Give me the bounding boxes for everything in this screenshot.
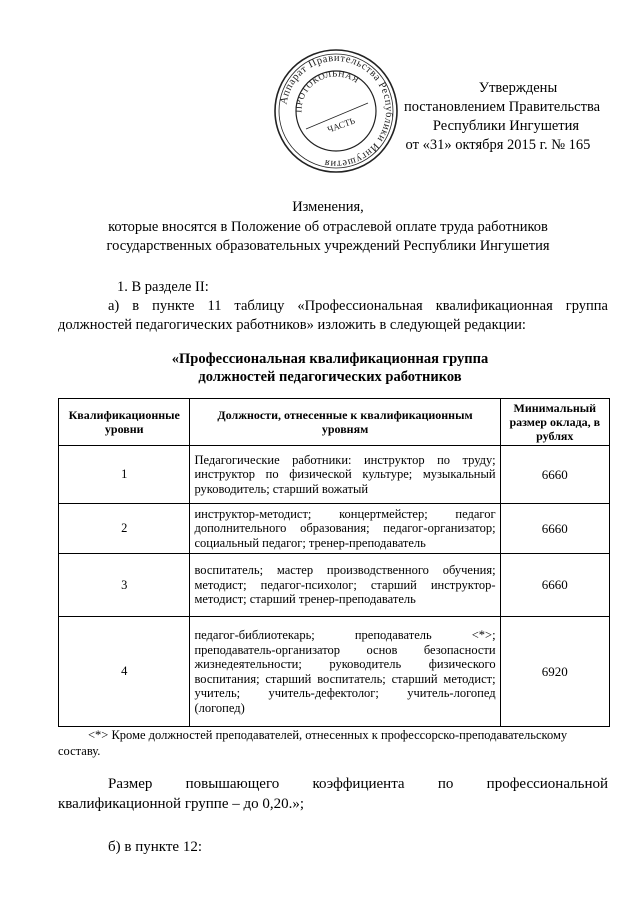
table-header-row [59, 399, 610, 446]
qualification-table [58, 398, 610, 727]
approval-block [378, 79, 618, 155]
item-a-line-2: должностей педагогических работников» изложить в следующей редакции: [58, 317, 526, 333]
table-row [59, 554, 610, 617]
stamp-inner-bottom: ЧАСТЬ [325, 115, 357, 135]
approval-line-3: Республики Ингушетия [432, 118, 580, 134]
coefficient-line-2: квалификационной группе – до 0,20.»; [58, 796, 305, 812]
table-title-line-1: «Профессиональная квалификационная группа [171, 351, 489, 367]
document-title [60, 198, 596, 257]
approval-line-2: постановлением Правительства [403, 99, 601, 115]
row-salary: 6660 [500, 504, 609, 554]
row-level: 4 [59, 617, 190, 727]
table-title [120, 350, 540, 386]
header-positions: Должности, отнесенные к квалификационным уровням [190, 399, 500, 446]
row-salary: 6660 [500, 446, 609, 504]
table-row [59, 504, 610, 554]
table-title-line-2: должностей педагогических работников [198, 369, 462, 385]
approval-line-4: от «31» октября 2015 г. № 165 [405, 137, 591, 153]
header-salary: Минимальный размер оклада, в рублях [500, 399, 609, 446]
row-salary: 6920 [500, 617, 609, 727]
row-level: 2 [59, 504, 190, 554]
row-positions: Педагогические работники: инструктор по труду; инструктор по физической культуре; музыкальный руководитель; старший вожатый [190, 446, 500, 504]
table-footnote [58, 727, 610, 759]
row-salary: 6660 [500, 554, 609, 617]
item-a-line-1: а) в пункте 11 таблицу «Профессиональная квалификационная группа [108, 298, 608, 314]
footnote-line-1: <*> Кроме должностей преподавателей, отнесенных к профессорско-преподавательскому [88, 728, 568, 742]
row-level: 1 [59, 446, 190, 504]
row-positions: воспитатель; мастер производственного обучения; методист; педагог-психолог; старший инструктор-методист; старший тренер-преподаватель [190, 554, 500, 617]
title-line-1: Изменения, [292, 199, 364, 215]
header-levels: Квалификационные уровни [59, 399, 190, 446]
item-b: б) в пункте 12: [108, 839, 202, 855]
row-positions: педагог-библиотекарь; преподаватель <*>; преподаватель-организатор основ безопасности жизнедеятельности; руководитель физического воспитания; старший воспитатель; старший методист; учитель; учитель-дефектолог; учитель-логопед (логопед) [190, 617, 500, 727]
table-row [59, 617, 610, 727]
approval-line-1: Утверждены [478, 80, 558, 96]
coefficient-line-1: Размер повышающего коэффициента по профессиональной [108, 776, 608, 792]
row-positions: инструктор-методист; концертмейстер; педагог дополнительного образования; педагог-организатор; социальный педагог; тренер-преподаватель [190, 504, 500, 554]
footnote-line-2: составу. [58, 744, 101, 758]
title-line-3: государственных образовательных учреждений Республики Ингушетия [106, 238, 550, 254]
section-heading: 1. В разделе II: [117, 279, 209, 295]
table-row [59, 446, 610, 504]
stamp-inner-top: ПРОТОКОЛЬНАЯ [293, 68, 362, 113]
stamp-outer-text: Аппарат Правительства Республики Ингушетия [278, 52, 395, 170]
title-line-2: которые вносятся в Положение об отраслевой оплате труда работников [108, 218, 548, 235]
row-level: 3 [59, 554, 190, 617]
